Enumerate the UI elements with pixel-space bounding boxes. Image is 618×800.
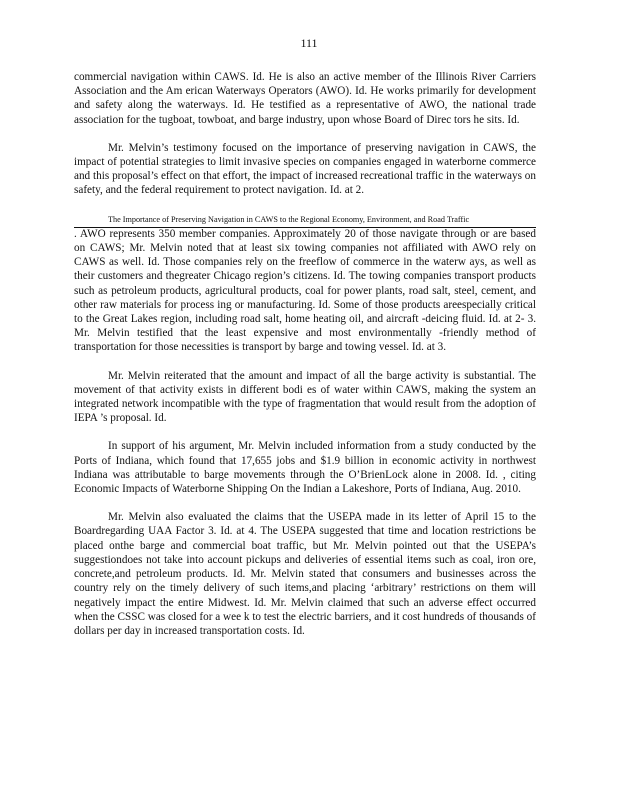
paragraph-5: In support of his argument, Mr. Melvin included information from a study conducted by the Ports of Indiana, which found that 17,655 jobs and $1.9 billion in economic activity in northwest Indiana was attributable to barge movements through the O’BrienLock alone in 2008. Id. , citing Economic Impacts of Waterborne Shipping On the Indian a Lakeshore, Ports of Indiana, Aug. 2010. — [74, 440, 536, 496]
page-number: 111 — [300, 36, 318, 50]
paragraph-4: Mr. Melvin reiterated that the amount and impact of all the barge activity is substantial. The movement of that activity exists in different bodi es of water within CAWS, making the system an integrated network incompatible with the type of fragmentation that would result from the adoption of IEPA ’s proposal. Id. — [74, 369, 536, 425]
section-paragraph — [74, 212, 536, 355]
section-body: . AWO represents 350 member companies. Approximately 20 of those navigate through or are based on CAWS; Mr. Melvin noted that at least six towing companies not affiliated with AWO rely on CAWS as well. Id. Those companies rely on the freeflow of commerce in the waterw ays, as well as their customers and thegreater Chicago region’s citizens. Id. The towing companies transport products such as petroleum products, agricultural products, coal for power plants, road salt, steel, cement, and other raw materials for process ing or manufacturing. Id. Some of those products areespecially critical to the Great Lakes region, including road salt, home heating oil, and aircraft -deicing fluid. Id. at 2- 3. Mr. Melvin testified that the least expensive and most environmentally -friendly method of transportation for those necessities is transport by barge and towing vessel. Id. at 3. — [74, 227, 536, 354]
section-heading: The Importance of Preserving Navigation in CAWS to the Regional Economy, Environment, and Road Traffic — [108, 214, 470, 224]
paragraph-2: Mr. Melvin’s testimony focused on the importance of preserving navigation in CAWS, the impact of potential strategies to limit invasive species on companies engaged in waterborne commerce and this proposal’s effect on that effort, the impact of increased recreational traffic in the waterways on safety, and the federal requirement to protect navigation. Id. at 2. — [74, 141, 536, 197]
paragraph-6: Mr. Melvin also evaluated the claims that the USEPA made in its letter of April 15 to the Boardregarding UAA Factor 3. Id. at 4. The USEPA suggested that time and location restrictions be placed onthe barge and commercial boat traffic, but Mr. Melvin pointed out that the USEPA’s suggestiondoes not take into account pickups and deliveries of essential items such as coal, iron ore, concrete,and petroleum products. Id. Mr. Melvin stated that consumers and businesses across the country rely on the timely delivery of such items,and placing ‘arbitrary’ restrictions on them will negatively impact the entire Midwest. Id. Mr. Melvin claimed that such an adverse effect occurred when the CSSC was closed for a wee k to test the electric barriers, and it cost hundreds of thousands of dollars per day in increased transportation costs. Id. — [74, 511, 536, 637]
document-body — [74, 70, 536, 652]
paragraph-1: commercial navigation within CAWS. Id. He is also an active member of the Illinois River Carriers Association and the Am erican Waterways Operators (AWO). Id. He works primarily for development and safety along the waterways. Id. He testified as a representative of AWO, the national trade association for the tugboat, towboat, and barge industry, upon whose Board of Direc tors he sits. Id. — [74, 71, 536, 126]
